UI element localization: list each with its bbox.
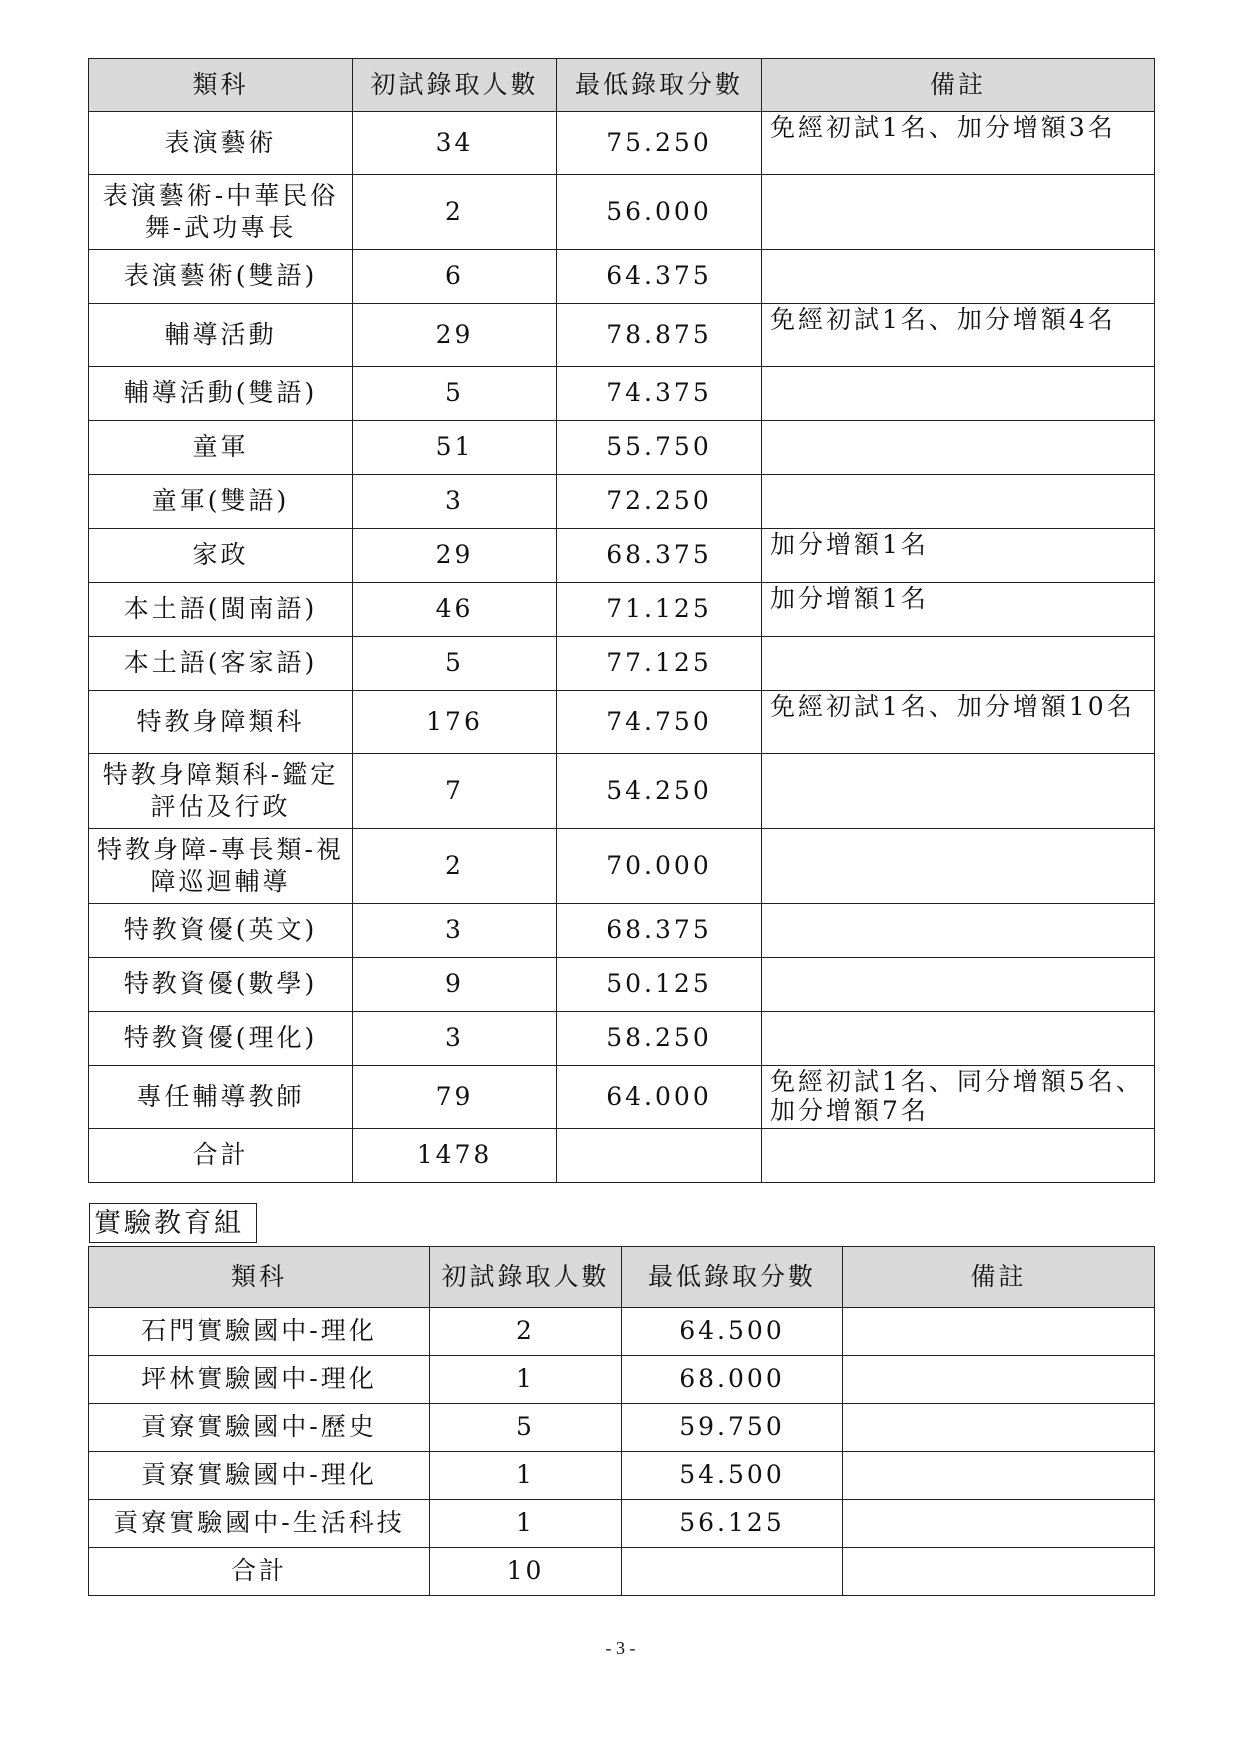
header-note: 備註 [843, 1247, 1155, 1308]
table-row [89, 529, 1155, 583]
note-cell [843, 1356, 1155, 1404]
subject-cell: 貢寮實驗國中-理化 [89, 1452, 430, 1500]
score-cell: 58.250 [557, 1012, 762, 1066]
count-cell: 7 [353, 754, 557, 829]
note-cell [762, 1012, 1155, 1066]
table-row [89, 1500, 1155, 1548]
note-cell [762, 829, 1155, 904]
subject-cell: 特教身障-專長類-視障巡迴輔導 [89, 829, 353, 904]
note-cell [843, 1500, 1155, 1548]
table-row [89, 112, 1155, 175]
note-cell [762, 175, 1155, 250]
header-subject: 類科 [89, 1247, 430, 1308]
subject-cell: 貢寮實驗國中-生活科技 [89, 1500, 430, 1548]
note-cell: 免經初試1名、加分增額10名 [762, 691, 1155, 754]
header-count: 初試錄取人數 [430, 1247, 622, 1308]
subject-cell: 本土語(閩南語) [89, 583, 353, 637]
count-cell: 6 [353, 250, 557, 304]
score-cell: 75.250 [557, 112, 762, 175]
count-cell: 2 [353, 829, 557, 904]
empty-cell [762, 1129, 1155, 1183]
table-row [89, 475, 1155, 529]
count-cell: 46 [353, 583, 557, 637]
subject-cell: 坪林實驗國中-理化 [89, 1356, 430, 1404]
subject-cell: 專任輔導教師 [89, 1066, 353, 1129]
subject-cell: 貢寮實驗國中-歷史 [89, 1404, 430, 1452]
empty-cell [557, 1129, 762, 1183]
score-cell: 72.250 [557, 475, 762, 529]
subject-cell: 童軍 [89, 421, 353, 475]
table-row [89, 754, 1155, 829]
note-cell [762, 421, 1155, 475]
table-row [89, 1012, 1155, 1066]
table-row [89, 637, 1155, 691]
score-cell: 54.250 [557, 754, 762, 829]
note-cell [762, 367, 1155, 421]
table-row [89, 691, 1155, 754]
count-cell: 79 [353, 1066, 557, 1129]
score-cell: 56.125 [622, 1500, 843, 1548]
score-cell: 54.500 [622, 1452, 843, 1500]
table-row [89, 304, 1155, 367]
subject-cell: 本土語(客家語) [89, 637, 353, 691]
table-row [89, 1066, 1155, 1129]
note-cell [762, 637, 1155, 691]
table-row [89, 175, 1155, 250]
count-cell: 29 [353, 529, 557, 583]
count-cell: 2 [353, 175, 557, 250]
count-cell: 5 [430, 1404, 622, 1452]
empty-cell [843, 1548, 1155, 1596]
count-cell: 29 [353, 304, 557, 367]
score-cell: 77.125 [557, 637, 762, 691]
total-label: 合計 [89, 1129, 353, 1183]
score-cell: 68.000 [622, 1356, 843, 1404]
empty-cell [622, 1548, 843, 1596]
experimental-admission-table [88, 1246, 1155, 1596]
score-cell: 74.750 [557, 691, 762, 754]
table-row [89, 1308, 1155, 1356]
score-cell: 50.125 [557, 958, 762, 1012]
subject-cell: 特教身障類科 [89, 691, 353, 754]
note-cell [762, 754, 1155, 829]
table-row [89, 904, 1155, 958]
header-note: 備註 [762, 59, 1155, 112]
score-cell: 64.500 [622, 1308, 843, 1356]
header-score: 最低錄取分數 [622, 1247, 843, 1308]
score-cell: 56.000 [557, 175, 762, 250]
subject-cell: 表演藝術 [89, 112, 353, 175]
table-row [89, 421, 1155, 475]
experimental-table-body [89, 1308, 1155, 1596]
subject-cell: 特教資優(數學) [89, 958, 353, 1012]
subject-cell: 輔導活動 [89, 304, 353, 367]
score-cell: 55.750 [557, 421, 762, 475]
count-cell: 5 [353, 637, 557, 691]
note-cell [843, 1308, 1155, 1356]
count-cell: 2 [430, 1308, 622, 1356]
total-row [89, 1548, 1155, 1596]
count-cell: 5 [353, 367, 557, 421]
table-header-row [89, 59, 1155, 112]
count-cell: 51 [353, 421, 557, 475]
note-cell [843, 1452, 1155, 1500]
table-header-row [89, 1247, 1155, 1308]
table-row [89, 250, 1155, 304]
note-cell [843, 1404, 1155, 1452]
header-count: 初試錄取人數 [353, 59, 557, 112]
count-cell: 3 [353, 904, 557, 958]
score-cell: 68.375 [557, 529, 762, 583]
subject-cell: 表演藝術(雙語) [89, 250, 353, 304]
total-count: 1478 [353, 1129, 557, 1183]
count-cell: 1 [430, 1500, 622, 1548]
header-subject: 類科 [89, 59, 353, 112]
total-label: 合計 [89, 1548, 430, 1596]
page-number: - 3 - [605, 1638, 636, 1658]
score-cell: 70.000 [557, 829, 762, 904]
subject-cell: 石門實驗國中-理化 [89, 1308, 430, 1356]
count-cell: 34 [353, 112, 557, 175]
table-row [89, 367, 1155, 421]
subject-cell: 童軍(雙語) [89, 475, 353, 529]
section-label: 實驗教育組 [89, 1203, 257, 1243]
note-cell: 加分增額1名 [762, 529, 1155, 583]
score-cell: 74.375 [557, 367, 762, 421]
count-cell: 1 [430, 1452, 622, 1500]
score-cell: 64.375 [557, 250, 762, 304]
main-table-body [89, 112, 1155, 1183]
score-cell: 71.125 [557, 583, 762, 637]
table-row [89, 1356, 1155, 1404]
subject-cell: 家政 [89, 529, 353, 583]
note-cell [762, 475, 1155, 529]
note-cell [762, 904, 1155, 958]
count-cell: 3 [353, 1012, 557, 1066]
note-cell [762, 958, 1155, 1012]
subject-cell: 特教資優(理化) [89, 1012, 353, 1066]
score-cell: 64.000 [557, 1066, 762, 1129]
count-cell: 9 [353, 958, 557, 1012]
note-cell: 免經初試1名、加分增額3名 [762, 112, 1155, 175]
note-cell: 免經初試1名、加分增額4名 [762, 304, 1155, 367]
header-score: 最低錄取分數 [557, 59, 762, 112]
subject-cell: 特教資優(英文) [89, 904, 353, 958]
table-row [89, 1404, 1155, 1452]
count-cell: 1 [430, 1356, 622, 1404]
table-row [89, 1452, 1155, 1500]
note-cell: 加分增額1名 [762, 583, 1155, 637]
note-cell: 免經初試1名、同分增額5名、加分增額7名 [762, 1066, 1155, 1129]
subject-cell: 輔導活動(雙語) [89, 367, 353, 421]
score-cell: 68.375 [557, 904, 762, 958]
table-row [89, 829, 1155, 904]
table-row [89, 958, 1155, 1012]
count-cell: 3 [353, 475, 557, 529]
table-row [89, 583, 1155, 637]
note-cell [762, 250, 1155, 304]
total-row [89, 1129, 1155, 1183]
main-admission-table [88, 58, 1155, 1183]
subject-cell: 特教身障類科-鑑定評估及行政 [89, 754, 353, 829]
score-cell: 78.875 [557, 304, 762, 367]
count-cell: 176 [353, 691, 557, 754]
subject-cell: 表演藝術-中華民俗舞-武功專長 [89, 175, 353, 250]
total-count: 10 [430, 1548, 622, 1596]
score-cell: 59.750 [622, 1404, 843, 1452]
